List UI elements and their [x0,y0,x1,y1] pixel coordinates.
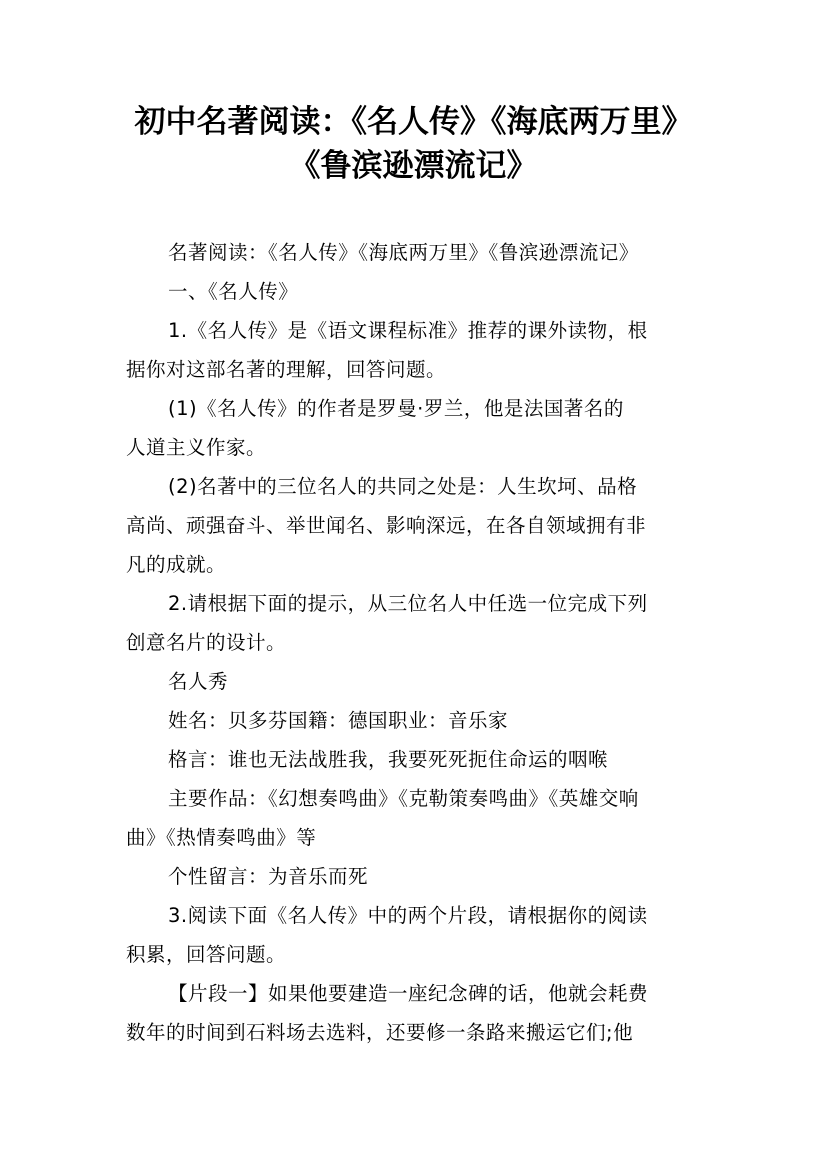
paragraph-line: 据你对这部名著的理解，回答问题。 [126,358,447,381]
paragraph-line: 【片段一】如果他要建造一座纪念碑的话，他就会耗费 [168,982,649,1005]
document-title-line-1: 初中名著阅读：《名人传》《海底两万里》 [134,104,693,140]
paragraph-line: 3.阅读下面《名人传》中的两个片段，请根据你的阅读 [168,904,648,927]
paragraph-line: 格言：谁也无法战胜我，我要死死扼住命运的咽喉 [168,748,609,771]
section-heading: 一、《名人传》 [168,280,299,303]
paragraph-line: (1)《名人传》的作者是罗曼·罗兰，他是法国著名的 [168,397,624,420]
paragraph-line: 凡的成就。 [126,553,227,576]
paragraph-line: 积累，回答问题。 [126,943,287,966]
paragraph-line: 数年的时间到石料场去选料，还要修一条路来搬运它们;他 [126,1021,634,1044]
paragraph-line: 创意名片的设计。 [126,631,287,654]
paragraph-line: 姓名：贝多芬国籍：德国职业：音乐家 [168,709,509,732]
paragraph-line: 高尚、顽强奋斗、举世闻名、影响深远，在各自领域拥有非 [126,514,647,537]
paragraph-line: 2.请根据下面的提示，从三位名人中任选一位完成下列 [168,592,648,615]
document-title-line-2: 《鲁滨逊漂流记》 [289,148,538,184]
paragraph-line: (2)名著中的三位名人的共同之处是：人生坎坷、品格 [168,475,638,498]
paragraph-line: 名著阅读：《名人传》《海底两万里》《鲁滨逊漂流记》 [168,241,639,264]
paragraph-line: 人道主义作家。 [126,436,267,459]
paragraph-line: 曲》《热情奏鸣曲》等 [126,826,317,849]
paragraph-line: 个性留言：为音乐而死 [168,865,369,888]
paragraph-line: 主要作品：《幻想奏鸣曲》《克勒策奏鸣曲》《英雄交响 [168,787,639,810]
paragraph-line: 1.《名人传》是《语文课程标准》推荐的课外读物，根 [168,319,648,342]
paragraph-line: 名人秀 [168,670,229,693]
